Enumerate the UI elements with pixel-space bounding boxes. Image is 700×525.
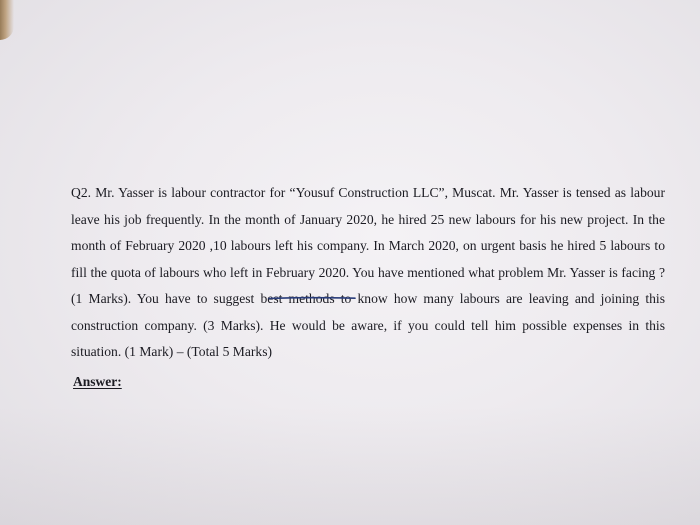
pen-underline-mark (268, 296, 356, 300)
question-text: Q2. Mr. Yasser is labour contractor for “Yousuf Construction LLC”, Muscat. Mr. Yasser is tensed as labour leave his job frequently. In the month of January 2020, he hired 25 new labours for his new project. In the month of February 2020 ,10 labours left his company. In March 2020, on urgent basis he hired 5 labours to fill the quota of labours who left in February 2020. You have mentioned what problem Mr. Yasser is facing ? (1 Marks). You have to suggest best methods to know how many labours are leaving and joining this construction company. (3 Marks). He would be aware, if you could tell him possible expenses in this situation. (1 Mark) – (Total 5 Marks) (71, 185, 665, 359)
answer-heading: Answer: (73, 374, 122, 389)
paper-shading (0, 405, 700, 525)
page-corner-shadow (0, 0, 14, 40)
